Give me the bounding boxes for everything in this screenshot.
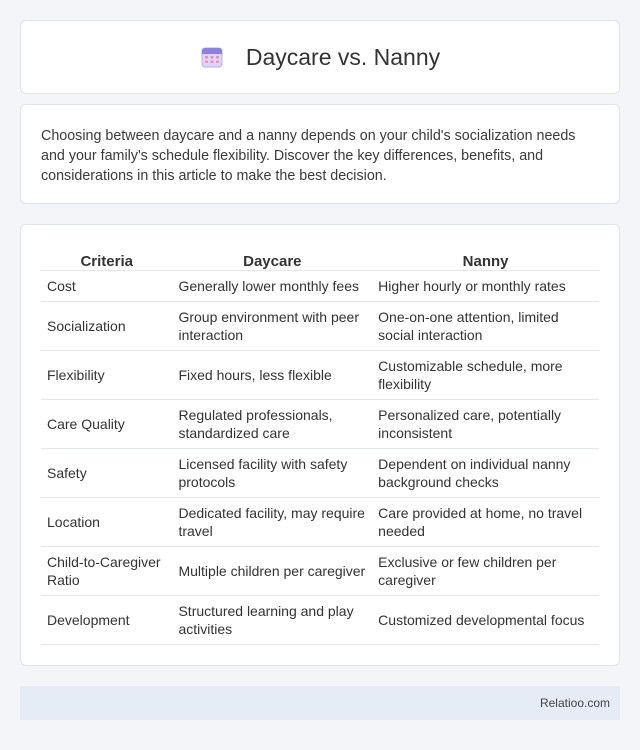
page-title: Daycare vs. Nanny (245, 43, 441, 70)
daycare-cell: Fixed hours, less flexible (172, 350, 372, 399)
calendar-icon (200, 45, 224, 69)
criteria-cell: Safety (41, 448, 172, 497)
table-row (41, 270, 599, 301)
comparison-table (41, 245, 599, 645)
criteria-cell: Care Quality (41, 399, 172, 448)
daycare-cell: Dedicated facility, may require travel (172, 497, 372, 546)
table-row (41, 399, 599, 448)
column-header-daycare: Daycare (172, 245, 372, 270)
nanny-cell: Dependent on individual nanny background checks (372, 448, 599, 497)
nanny-cell: Customizable schedule, more flexibility (372, 350, 599, 399)
criteria-cell: Development (41, 595, 172, 644)
table-row (41, 546, 599, 595)
intro-paragraph: Choosing between daycare and a nanny depends on your child's socialization needs and your family's schedule flexibility. Discover the key differences, benefits, and considerations in this article to make the best decision. (41, 128, 576, 184)
table-row (41, 595, 599, 644)
daycare-cell: Group environment with peer interaction (172, 301, 372, 350)
table-row (41, 448, 599, 497)
footer (20, 686, 620, 720)
criteria-cell: Cost (41, 270, 172, 301)
nanny-cell: Exclusive or few children per caregiver (372, 546, 599, 595)
table-row (41, 350, 599, 399)
nanny-cell: Customized developmental focus (372, 595, 599, 644)
criteria-cell: Flexibility (41, 350, 172, 399)
criteria-cell: Location (41, 497, 172, 546)
footer-brand: Relatioo.com (539, 696, 610, 710)
daycare-cell: Structured learning and play activities (172, 595, 372, 644)
nanny-cell: Higher hourly or monthly rates (372, 270, 599, 301)
nanny-cell: Personalized care, potentially inconsistent (372, 399, 599, 448)
criteria-cell: Child-to-Caregiver Ratio (41, 546, 172, 595)
nanny-cell: One-on-one attention, limited social interaction (372, 301, 599, 350)
intro-card (20, 104, 620, 204)
table-header-row (41, 245, 599, 270)
daycare-cell: Multiple children per caregiver (172, 546, 372, 595)
daycare-cell: Regulated professionals, standardized care (172, 399, 372, 448)
title-card (20, 20, 620, 94)
daycare-cell: Generally lower monthly fees (172, 270, 372, 301)
column-header-nanny: Nanny (372, 245, 599, 270)
table-row (41, 301, 599, 350)
daycare-cell: Licensed facility with safety protocols (172, 448, 372, 497)
comparison-card (20, 224, 620, 666)
column-header-criteria: Criteria (41, 245, 172, 270)
criteria-cell: Socialization (41, 301, 172, 350)
nanny-cell: Care provided at home, no travel needed (372, 497, 599, 546)
table-row (41, 497, 599, 546)
